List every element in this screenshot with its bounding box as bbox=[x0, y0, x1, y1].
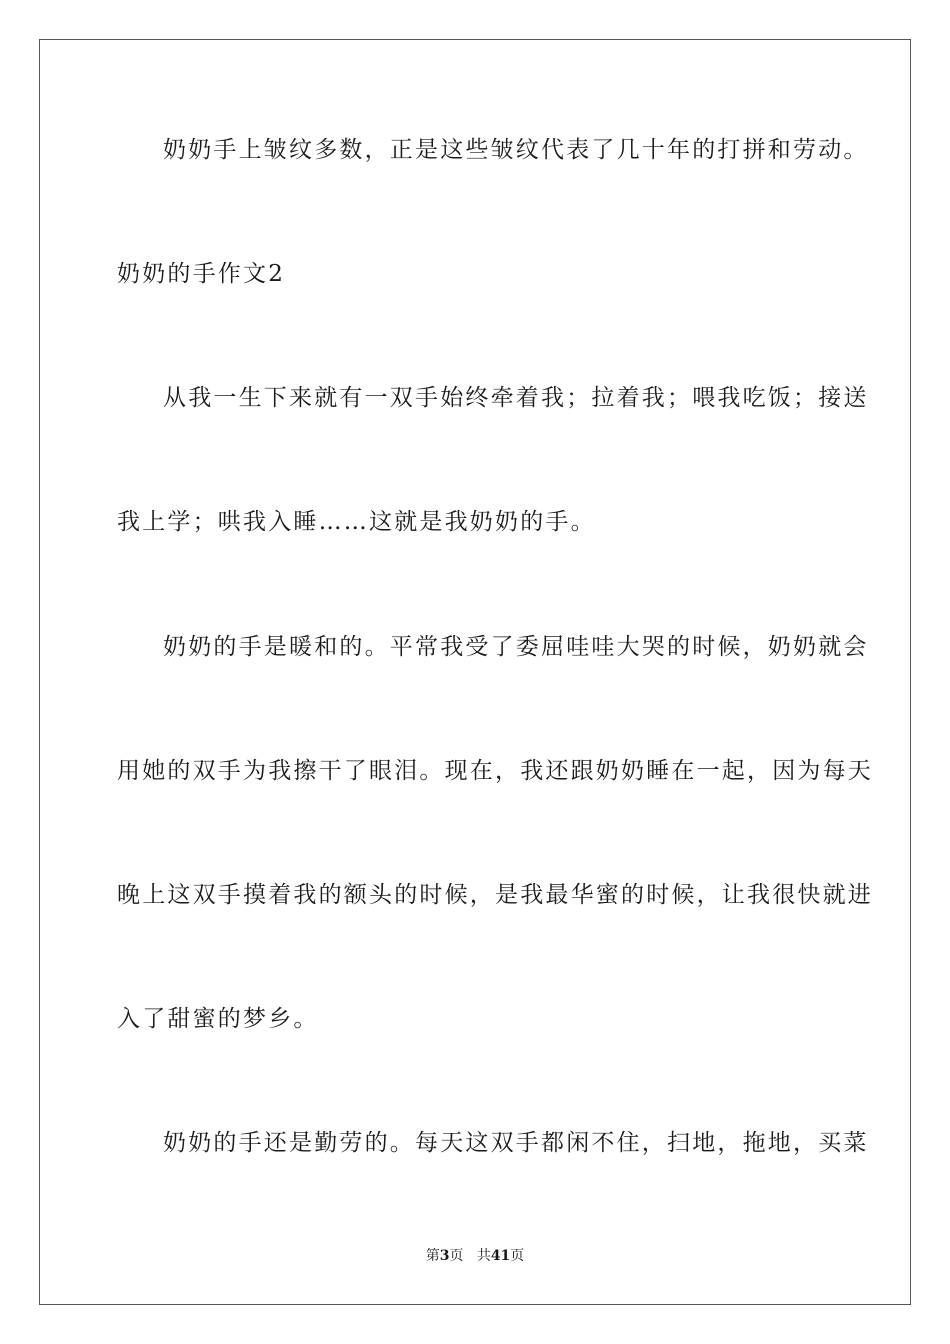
paragraph-line: 奶奶的手还是勤劳的。每天这双手都闲不住，扫地，拖地，买菜 bbox=[163, 1130, 869, 1156]
paragraph-line: 奶奶手上皱纹多数，正是这些皱纹代表了几十年的打拼和劳动。 bbox=[163, 137, 869, 163]
paragraph-line: 入了甜蜜的梦乡。 bbox=[117, 1006, 319, 1032]
paragraph-line: 奶奶的手是暖和的。平常我受了委屈哇哇大哭的时候，奶奶就会 bbox=[163, 634, 869, 660]
page-suffix: 页 bbox=[449, 1248, 464, 1264]
paragraph-line: 我上学；哄我入睡……这就是我奶奶的手。 bbox=[117, 509, 596, 535]
page-total: 41 bbox=[490, 1248, 511, 1264]
paragraph-line: 晚上这双手摸着我的额头的时候，是我最华蜜的时候，让我很快就进 bbox=[117, 882, 873, 908]
page-current: 3 bbox=[439, 1248, 450, 1264]
page-prefix: 第 bbox=[425, 1248, 440, 1264]
total-suffix: 页 bbox=[510, 1248, 525, 1264]
total-prefix: 共 bbox=[476, 1248, 491, 1264]
paragraph-line: 从我一生下来就有一双手始终牵着我；拉着我；喂我吃饭；接送 bbox=[163, 385, 869, 411]
page-footer bbox=[0, 1247, 950, 1265]
page-border bbox=[39, 39, 911, 1305]
paragraph-line: 用她的双手为我擦干了眼泪。现在，我还跟奶奶睡在一起，因为每天 bbox=[117, 758, 873, 784]
section-heading: 奶奶的手作文2 bbox=[117, 261, 286, 287]
